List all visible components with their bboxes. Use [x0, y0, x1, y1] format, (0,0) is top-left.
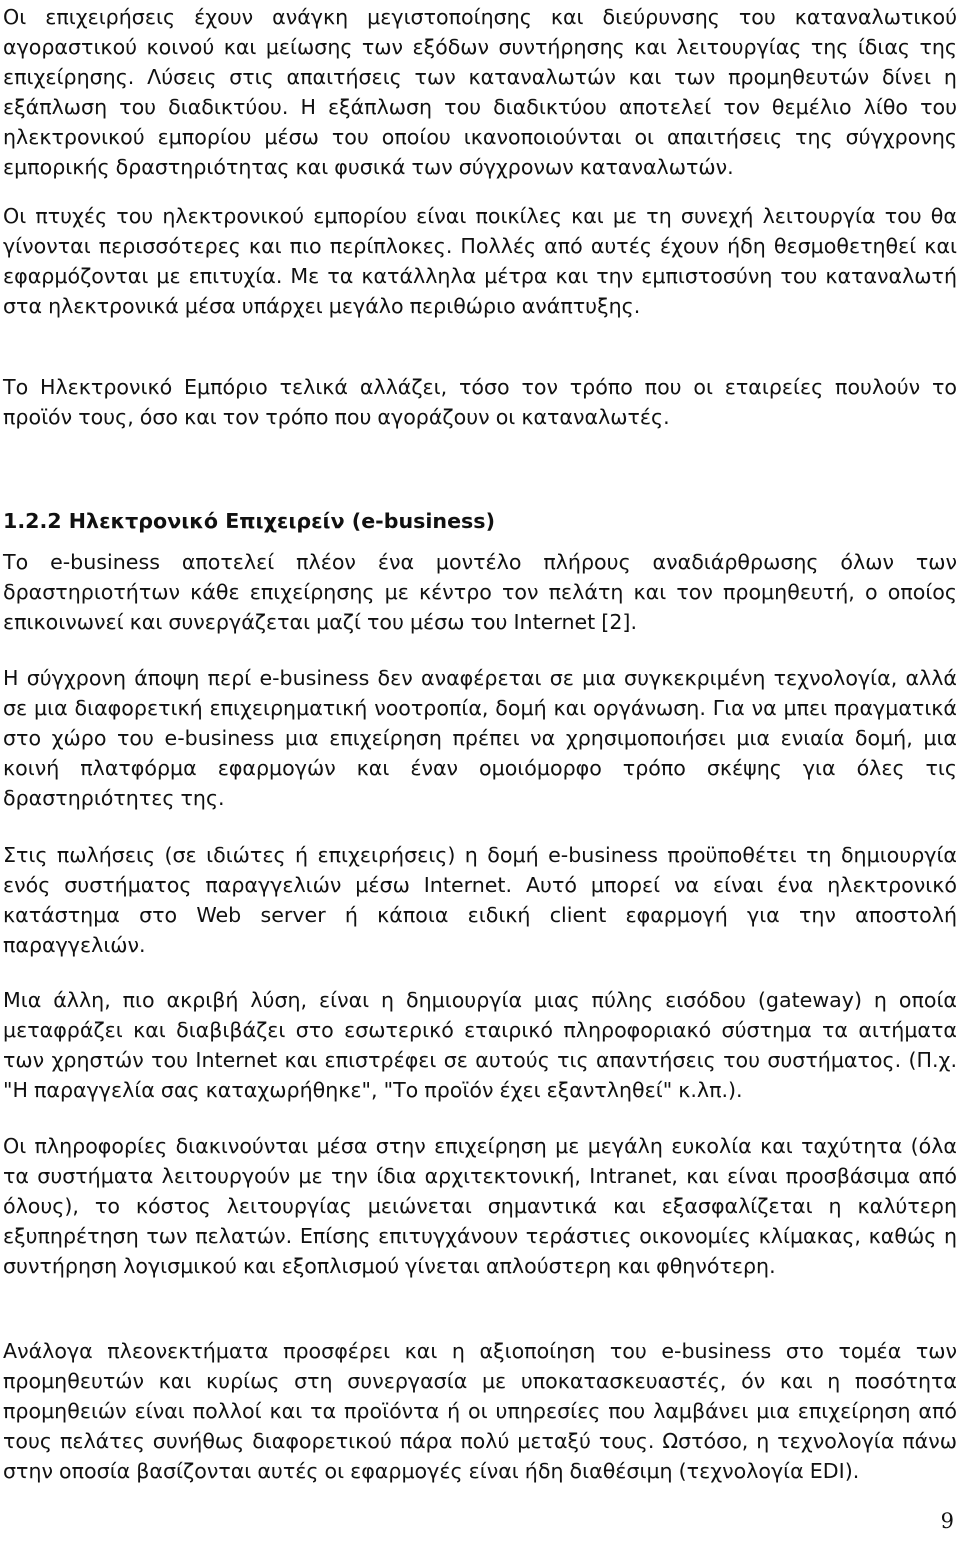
section-paragraph: Το e-business αποτελεί πλέον ένα μοντέλο πλήρους αναδιάρθρωσης όλων των δραστηριοτήτων κάθε επιχείρησης με κέντρο τον πελάτη και τον προμηθευτή, ο οποίος επικοινωνεί και συνεργάζεται μαζί του μέσω του Internet [2]. — [3, 550, 957, 635]
body-paragraph: Οι επιχειρήσεις έχουν ανάγκη μεγιστοποίησης και διεύρυνσης του καταναλωτικού αγοραστικού κοινού και μείωσης των εξόδων συντήρησης και λειτουργίας της ίδιας της επιχείρησης. Λύσεις στις απαιτήσεις των καταναλωτών και των προμηθευτών δίνει η εξάπλωση του διαδικτύου. Η εξάπλωση του διαδικτύου αποτελεί τον θεμέλιο λίθο του ηλεκτρονικού εμπορίου μέσω του οποίου ικανοποιούνται οι απαιτήσεις της σύγχρονης εμπορικής δραστηριότητας και φυσικά των σύγχρονων καταναλωτών. — [3, 5, 957, 180]
section-paragraph: Στις πωλήσεις (σε ιδιώτες ή επιχειρήσεις) η δομή e-business προϋποθέτει τη δημιουργία ενός συστήματος παραγγελιών μέσω Internet. Αυτό μπορεί να είναι ένα ηλεκτρονικό κατάστημα στο Web server ή κάποια ειδική client εφαρμογή για την αποστολή παραγγελιών. — [3, 843, 957, 958]
section-paragraph: Η σύγχρονη άποψη περί e-business δεν αναφέρεται σε μια συγκεκριμένη τεχνολογία, αλλά σε μια διαφορετική επιχειρηματική νοοτροπία, δομή και οργάνωση. Για να μπει πραγματικά στο χώρο του e-business μια επιχείρηση πρέπει να χρησιμοποιήσει μια ενιαία δομή, μια κοινή πλατφόρμα εφαρμογών και έναν ομοιόμορφο τρόπο σκέψης για όλες τις δραστηριότητες της. — [3, 666, 957, 811]
section-paragraph: Μια άλλη, πιο ακριβή λύση, είναι η δημιουργία μιας πύλης εισόδου (gateway) η οποία μεταφράζει και διαβιβάζει στο εσωτερικό εταιρικό πληροφοριακό σύστημα τα αιτήματα των χρηστών του Internet και επιστρέφει σε αυτούς τις απαντήσεις του συστήματος. (Π.χ. "Η παραγγελία σας καταχωρήθηκε", "Το προϊόν έχει εξαντληθεί" κ.λπ.). — [3, 988, 957, 1103]
section-paragraph: Οι πληροφορίες διακινούνται μέσα στην επιχείρηση με μεγάλη ευκολία και ταχύτητα (όλα τα συστήματα λειτουργούν με την ίδια αρχιτεκτονική, Intranet, και είναι προσβάσιμα από όλους), το κόστος λειτουργίας μειώνεται σημαντικά και εξασφαλίζεται η καλύτερη εξυπηρέτηση των πελατών. Επίσης επιτυγχάνουν τεράστιες οικονομίες κλίμακας, καθώς η συντήρηση λογισμικού και εξοπλισμού γίνεται απλούστερη και φθηνότερη. — [3, 1134, 957, 1279]
page-number: 9 — [940, 1509, 954, 1533]
section-paragraph: Ανάλογα πλεονεκτήματα προσφέρει και η αξιοποίηση του e-business στο τομέα των προμηθευτών και κυρίως στη συνεργασία με υποκατασκευαστές, όν και η ποσότητα προμηθειών είναι πολλοί και τα προϊόντα ή οι υπηρεσίες που λαμβάνει μια επιχείρηση από τους πελάτες συνήθως διαφορετικού πάρα πολύ μεταξύ τους. Ωστόσο, η τεχνολογία πάνω στην οποσία βασίζονται αυτές οι εφαρμογές είναι ήδη διαθέσιμη (τεχνολογία EDI). — [3, 1339, 957, 1484]
section-heading: 1.2.2 Ηλεκτρονικό Επιχειρείν (e-business) — [3, 509, 495, 533]
body-paragraph: Το Ηλεκτρονικό Εμπόριο τελικά αλλάζει, τόσο τον τρόπο που οι εταιρείες πουλούν το προϊόν τους, όσο και τον τρόπο που αγοράζουν οι καταναλωτές. — [3, 375, 957, 430]
body-paragraph: Οι πτυχές του ηλεκτρονικού εμπορίου είναι ποικίλες και με τη συνεχή λειτουργία του θα γίνονται περισσότερες και πιο περίπλοκες. Πολλές από αυτές έχουν ήδη θεσμοθετηθεί και εφαρμόζονται με επιτυχία. Με τα κατάλληλα μέτρα και την εμπιστοσύνη του καταναλωτή στα ηλεκτρονικά μέσα υπάρχει μεγάλο περιθώριο ανάπτυξης. — [3, 204, 957, 319]
